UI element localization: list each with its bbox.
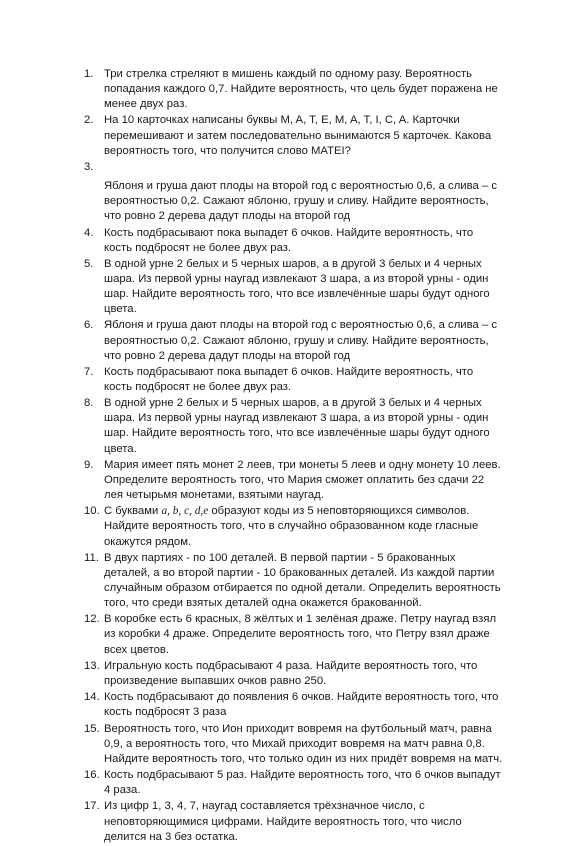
problem-item xyxy=(84,612,504,657)
problem-number: 7. xyxy=(84,365,94,378)
problem-item xyxy=(84,768,504,798)
problem-text-continued: Яблоня и груша дают плоды на второй год с вероятностью 0,6, а слива – с вероятностью 0,2. Сажают яблоню, грушу и сливу. Найдите вероятность, что ровно 2 дерева дадут плоды на второй год xyxy=(104,180,497,223)
problem-item xyxy=(84,551,504,611)
problem-number: 9. xyxy=(84,458,94,471)
problem-item xyxy=(84,396,504,456)
problem-text xyxy=(104,504,504,549)
problem-text: В коробке есть 6 красных, 8 жёлтых и 1 зелёная драже. Петру наугад взял из коробки 4 драже. Определите вероятность того, что Петру взял драже всех цветов. xyxy=(104,613,497,656)
problem-item xyxy=(84,659,504,689)
problem-item xyxy=(84,160,504,224)
problem-text: Игральную кость подбрасывают 4 раза. Найдите вероятность того, что произведение выпавших очков равно 250. xyxy=(104,659,478,687)
problem-number: 14. xyxy=(84,691,100,704)
problem-text: Кость подбрасывают пока выпадет 6 очков. Найдите вероятность, что кость подбросят не более двух раз. xyxy=(104,226,474,254)
problem-text: Кость подбрасывают 5 раз. Найдите вероятность того, что 6 очков выпадут 4 раза. xyxy=(104,769,501,797)
problem-number: 3. xyxy=(84,160,94,173)
problem-number: 16. xyxy=(84,769,100,782)
problem-number: 8. xyxy=(84,397,94,410)
problem-text-before: С буквами xyxy=(104,505,162,518)
problem-text: В одной урне 2 белых и 5 черных шаров, а в другой 3 белых и 4 черных шара. Из первой урны наугад извлекают 3 шара, а из второй урны - один шар. Найдите вероятность того, что все извлечённые шары будут одного цвета. xyxy=(104,257,490,316)
problem-number: 5. xyxy=(84,257,94,270)
problem-text: В одной урне 2 белых и 5 черных шаров, а в другой 3 белых и 4 черных шара. Из первой урны наугад извлекают 3 шара, а из второй урны - один шар. Найдите вероятность того, что все извлечённые шары будут одного цвета. xyxy=(104,397,490,455)
problem-text: На 10 карточках написаны буквы M, A, T, E, M, A, T, I, C, A. Карточки перемешивают и затем последовательно вынимаются 5 карточек. Какова вероятность того, что получится слово MATEI? xyxy=(104,114,492,157)
problem-item xyxy=(84,722,504,767)
problem-item xyxy=(84,113,504,158)
problem-item xyxy=(84,257,504,317)
problem-text: Вероятность того, что Ион приходит вовремя на футбольный матч, равна 0,9, а вероятность того, что Михай приходит вовремя на матч равна 0,8. Найдите вероятность того, что только один из них придёт вовремя на матч. xyxy=(104,722,503,765)
problem-item xyxy=(84,226,504,256)
problem-number: 11. xyxy=(84,551,99,564)
problem-text-after: образуют коды из 5 неповторяющихся символов. Найдите вероятность того, что в случайно образованном коде гласные окажутся рядом. xyxy=(104,505,479,548)
problem-number: 4. xyxy=(84,226,94,239)
problem-number: 6. xyxy=(84,319,94,332)
problem-number: 13. xyxy=(84,659,100,672)
problem-text xyxy=(104,160,504,175)
problem-text: Кость подбрасывают пока выпадет 6 очков. Найдите вероятность, что кость подбросят не более двух раз. xyxy=(104,365,474,393)
problem-text: Мария имеет пять монет 2 леев, три монеты 5 леев и одну монету 10 леев. Определите вероятность того, что Мария сможет оплатить без сдачи 22 лея четырьмя монетами, взятыми наугад. xyxy=(104,458,501,502)
problem-item xyxy=(84,318,504,363)
problem-text: Из цифр 1, 3, 4, 7, наугад составляется трёхзначное число, с неповторяющимися цифрами. Найдите вероятность того, что число делится на 3 без остатка. xyxy=(104,800,462,843)
math-symbols: a, b, c, d,e xyxy=(161,505,209,518)
problem-item xyxy=(84,799,504,844)
problem-item xyxy=(84,67,504,112)
problem-text: Яблоня и груша дают плоды на второй год с вероятностью 0,6, а слива – с вероятностью 0,2. Сажают яблоню, грушу и сливу. Найдите вероятность, что ровно 2 дерева дадут плоды на второй год xyxy=(104,319,497,362)
problem-number: 17. xyxy=(84,800,100,813)
problem-number: 2. xyxy=(84,114,94,127)
problem-text: В двух партиях - по 100 деталей. В первой партии - 5 бракованных деталей, а во второй партии - 10 бракованных деталей. Из каждой партии случайным образом отбирается по одной детали. Определить вероятность того, что среди взятых деталей одна окажется бракованной. xyxy=(104,551,501,610)
problem-text: Три стрелка стреляют в мишень каждый по одному разу. Вероятность попадания каждого 0,7. Найдите вероятность, что цель будет поражена не менее двух раз. xyxy=(104,68,498,111)
problem-number: 15. xyxy=(84,722,100,735)
problem-item xyxy=(84,365,504,395)
problem-number: 10. xyxy=(84,505,100,518)
problem-item xyxy=(84,504,504,549)
problem-number: 12. xyxy=(84,613,100,626)
problem-list xyxy=(84,67,504,846)
problem-item xyxy=(84,458,504,503)
problem-text: Кость подбрасывают до появления 6 очков. Найдите вероятность того, что кость подбросят 3 раза xyxy=(104,691,499,719)
problem-item xyxy=(84,690,504,720)
problem-number: 1. xyxy=(84,68,94,80)
